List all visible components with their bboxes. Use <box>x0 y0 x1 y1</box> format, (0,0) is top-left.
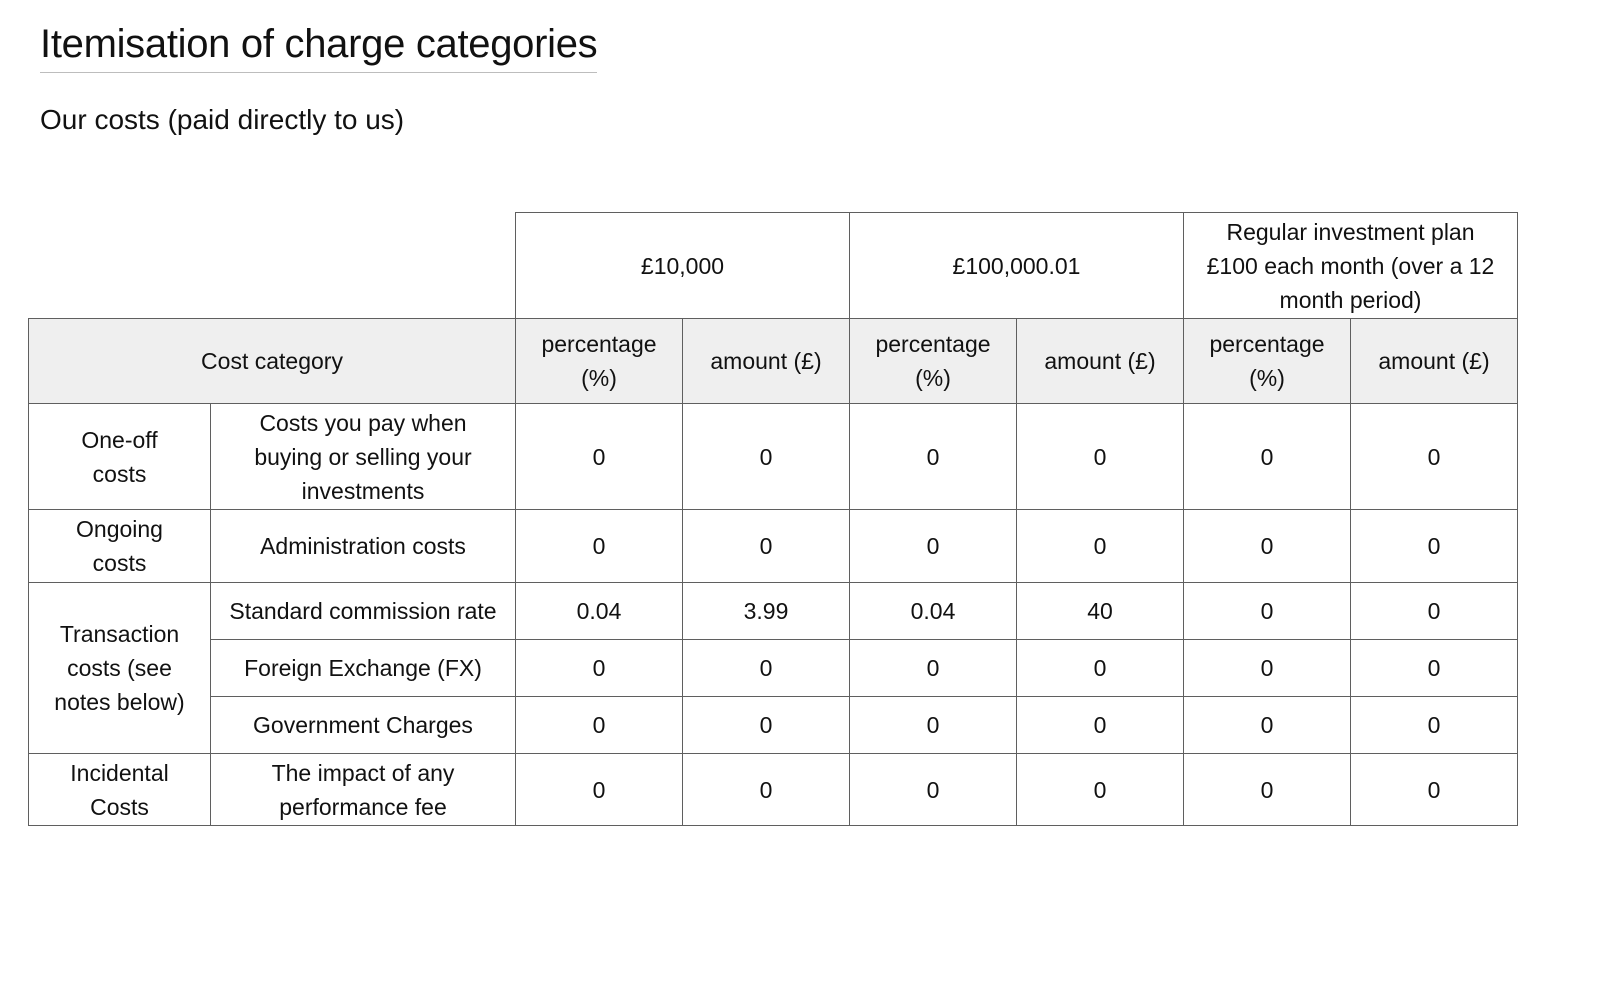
item-cell: Government Charges <box>211 697 516 754</box>
item-cell: Costs you pay when buying or selling your investments <box>211 404 516 510</box>
value-cell: 0 <box>683 404 850 510</box>
percentage-header: percentage (%) <box>1184 319 1351 404</box>
amount-header: amount (£) <box>1351 319 1518 404</box>
value-cell: 0 <box>1351 510 1518 583</box>
amount-header: amount (£) <box>683 319 850 404</box>
empty-corner-cell <box>29 213 516 319</box>
value-cell: 0 <box>1184 404 1351 510</box>
table-row <box>29 583 1518 640</box>
value-cell: 0 <box>516 404 683 510</box>
group-header-10000: £10,000 <box>516 213 850 319</box>
value-cell: 3.99 <box>683 583 850 640</box>
category-cell: Incidental Costs <box>29 754 211 826</box>
group-header-regular-plan: Regular investment plan £100 each month (over a 12 month period) <box>1184 213 1518 319</box>
page-subtitle: Our costs (paid directly to us) <box>40 104 405 135</box>
table-row <box>29 404 1518 510</box>
item-cell: Foreign Exchange (FX) <box>211 640 516 697</box>
cost-itemisation-table <box>28 212 1518 826</box>
item-cell: Administration costs <box>211 510 516 583</box>
category-cell: Transaction costs (see notes below) <box>29 583 211 754</box>
value-cell: 40 <box>1017 583 1184 640</box>
value-cell: 0 <box>850 404 1017 510</box>
value-cell: 0 <box>1351 640 1518 697</box>
value-cell: 0 <box>516 510 683 583</box>
cost-category-header: Cost category <box>29 319 516 404</box>
value-cell: 0 <box>850 510 1017 583</box>
group-header-row <box>29 213 1518 319</box>
table-row <box>29 510 1518 583</box>
category-cell: Ongoing costs <box>29 510 211 583</box>
value-cell: 0 <box>1184 510 1351 583</box>
amount-header: amount (£) <box>1017 319 1184 404</box>
percentage-header: percentage (%) <box>850 319 1017 404</box>
percentage-header: percentage (%) <box>516 319 683 404</box>
item-cell: The impact of any performance fee <box>211 754 516 826</box>
table-row <box>29 754 1518 826</box>
value-cell: 0 <box>683 754 850 826</box>
value-cell: 0 <box>683 640 850 697</box>
value-cell: 0 <box>850 640 1017 697</box>
value-cell: 0 <box>1351 697 1518 754</box>
value-cell: 0 <box>516 697 683 754</box>
value-cell: 0 <box>1017 510 1184 583</box>
value-cell: 0 <box>1351 404 1518 510</box>
table-row <box>29 697 1518 754</box>
value-cell: 0 <box>1184 754 1351 826</box>
value-cell: 0 <box>1351 754 1518 826</box>
value-cell: 0 <box>516 754 683 826</box>
page-title: Itemisation of charge categories <box>40 18 597 73</box>
value-cell: 0 <box>850 754 1017 826</box>
value-cell: 0 <box>1184 640 1351 697</box>
value-cell: 0 <box>1017 404 1184 510</box>
value-cell: 0 <box>1184 697 1351 754</box>
column-header-row <box>29 319 1518 404</box>
value-cell: 0 <box>516 640 683 697</box>
group-header-100000: £100,000.01 <box>850 213 1184 319</box>
value-cell: 0.04 <box>850 583 1017 640</box>
item-cell: Standard commission rate <box>211 583 516 640</box>
value-cell: 0.04 <box>516 583 683 640</box>
value-cell: 0 <box>1351 583 1518 640</box>
value-cell: 0 <box>850 697 1017 754</box>
category-cell: One-off costs <box>29 404 211 510</box>
value-cell: 0 <box>1017 754 1184 826</box>
value-cell: 0 <box>1184 583 1351 640</box>
value-cell: 0 <box>683 510 850 583</box>
value-cell: 0 <box>1017 640 1184 697</box>
value-cell: 0 <box>1017 697 1184 754</box>
value-cell: 0 <box>683 697 850 754</box>
table-row <box>29 640 1518 697</box>
